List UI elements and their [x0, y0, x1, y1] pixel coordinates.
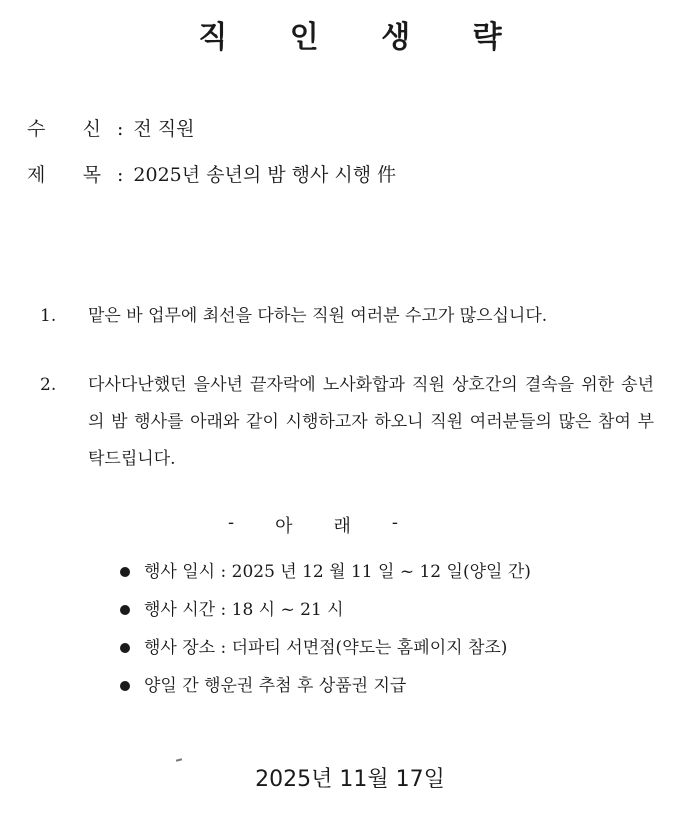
event-detail-time: 행사 시간 : 18 시 ~ 21 시: [144, 600, 344, 620]
subject-value: 2025년 송년의 밤 행사 시행 件: [133, 164, 397, 186]
recipient-label-char-1: 수: [27, 118, 46, 140]
event-detail-prize: 양일 간 행운권 추첨 후 상품권 지급: [144, 676, 407, 696]
subject-label: [27, 160, 107, 187]
recipient-label-char-2: 신: [82, 118, 101, 140]
paragraph-1: [40, 298, 654, 335]
document-title: 직 인 생 략: [198, 20, 528, 55]
recipient-separator: :: [117, 118, 124, 140]
document-date: 2025년 11월 17일: [255, 767, 445, 792]
bullet-dot-icon: [120, 643, 130, 653]
list-item: [120, 553, 660, 591]
paragraph-1-body: [40, 298, 654, 335]
notice-heading-inner: [228, 512, 398, 538]
event-detail-venue: 행사 장소 : 더파티 서면점(약도는 홈페이지 참조): [144, 638, 508, 658]
subject-label-char-2: 목: [82, 164, 101, 186]
subject-label-char-1: 제: [27, 164, 46, 186]
list-item: [120, 591, 660, 629]
subject-separator: :: [117, 164, 124, 186]
recipient-label: [27, 114, 107, 141]
paragraph-2-text: 다사다난했던 을사년 끝자락에 노사화합과 직원 상호간의 결속을 위한 송년의 밤 행사를 아래와 같이 시행하고자 하오니 직원 여러분들의 많은 참여 부탁드립니다.: [88, 375, 654, 469]
bullet-dot-icon: [120, 567, 130, 577]
list-item: [120, 629, 660, 667]
subject-row: [27, 160, 396, 187]
notice-heading-dash-right: -: [391, 512, 398, 533]
bullet-dot-icon: [120, 681, 130, 691]
paragraph-1-number: 1.: [40, 306, 57, 326]
event-details-list: [120, 553, 660, 705]
notice-heading-rae: 래: [333, 516, 351, 537]
notice-heading-a: 아: [275, 516, 293, 537]
recipient-row: [27, 114, 195, 141]
paragraph-2-body: [40, 367, 654, 478]
recipient-value: 전 직원: [133, 118, 195, 140]
event-detail-date: 행사 일시 : 2025 년 12 월 11 일 ~ 12 일(양일 간): [144, 562, 531, 582]
paragraph-2-number: 2.: [40, 375, 57, 395]
bullet-dot-icon: [120, 605, 130, 615]
notice-heading-dash-left: -: [228, 512, 235, 533]
paragraph-1-text: 맡은 바 업무에 최선을 다하는 직원 여러분 수고가 많으십니다.: [88, 306, 548, 326]
list-item: [120, 667, 660, 705]
paragraph-2: [40, 367, 654, 478]
